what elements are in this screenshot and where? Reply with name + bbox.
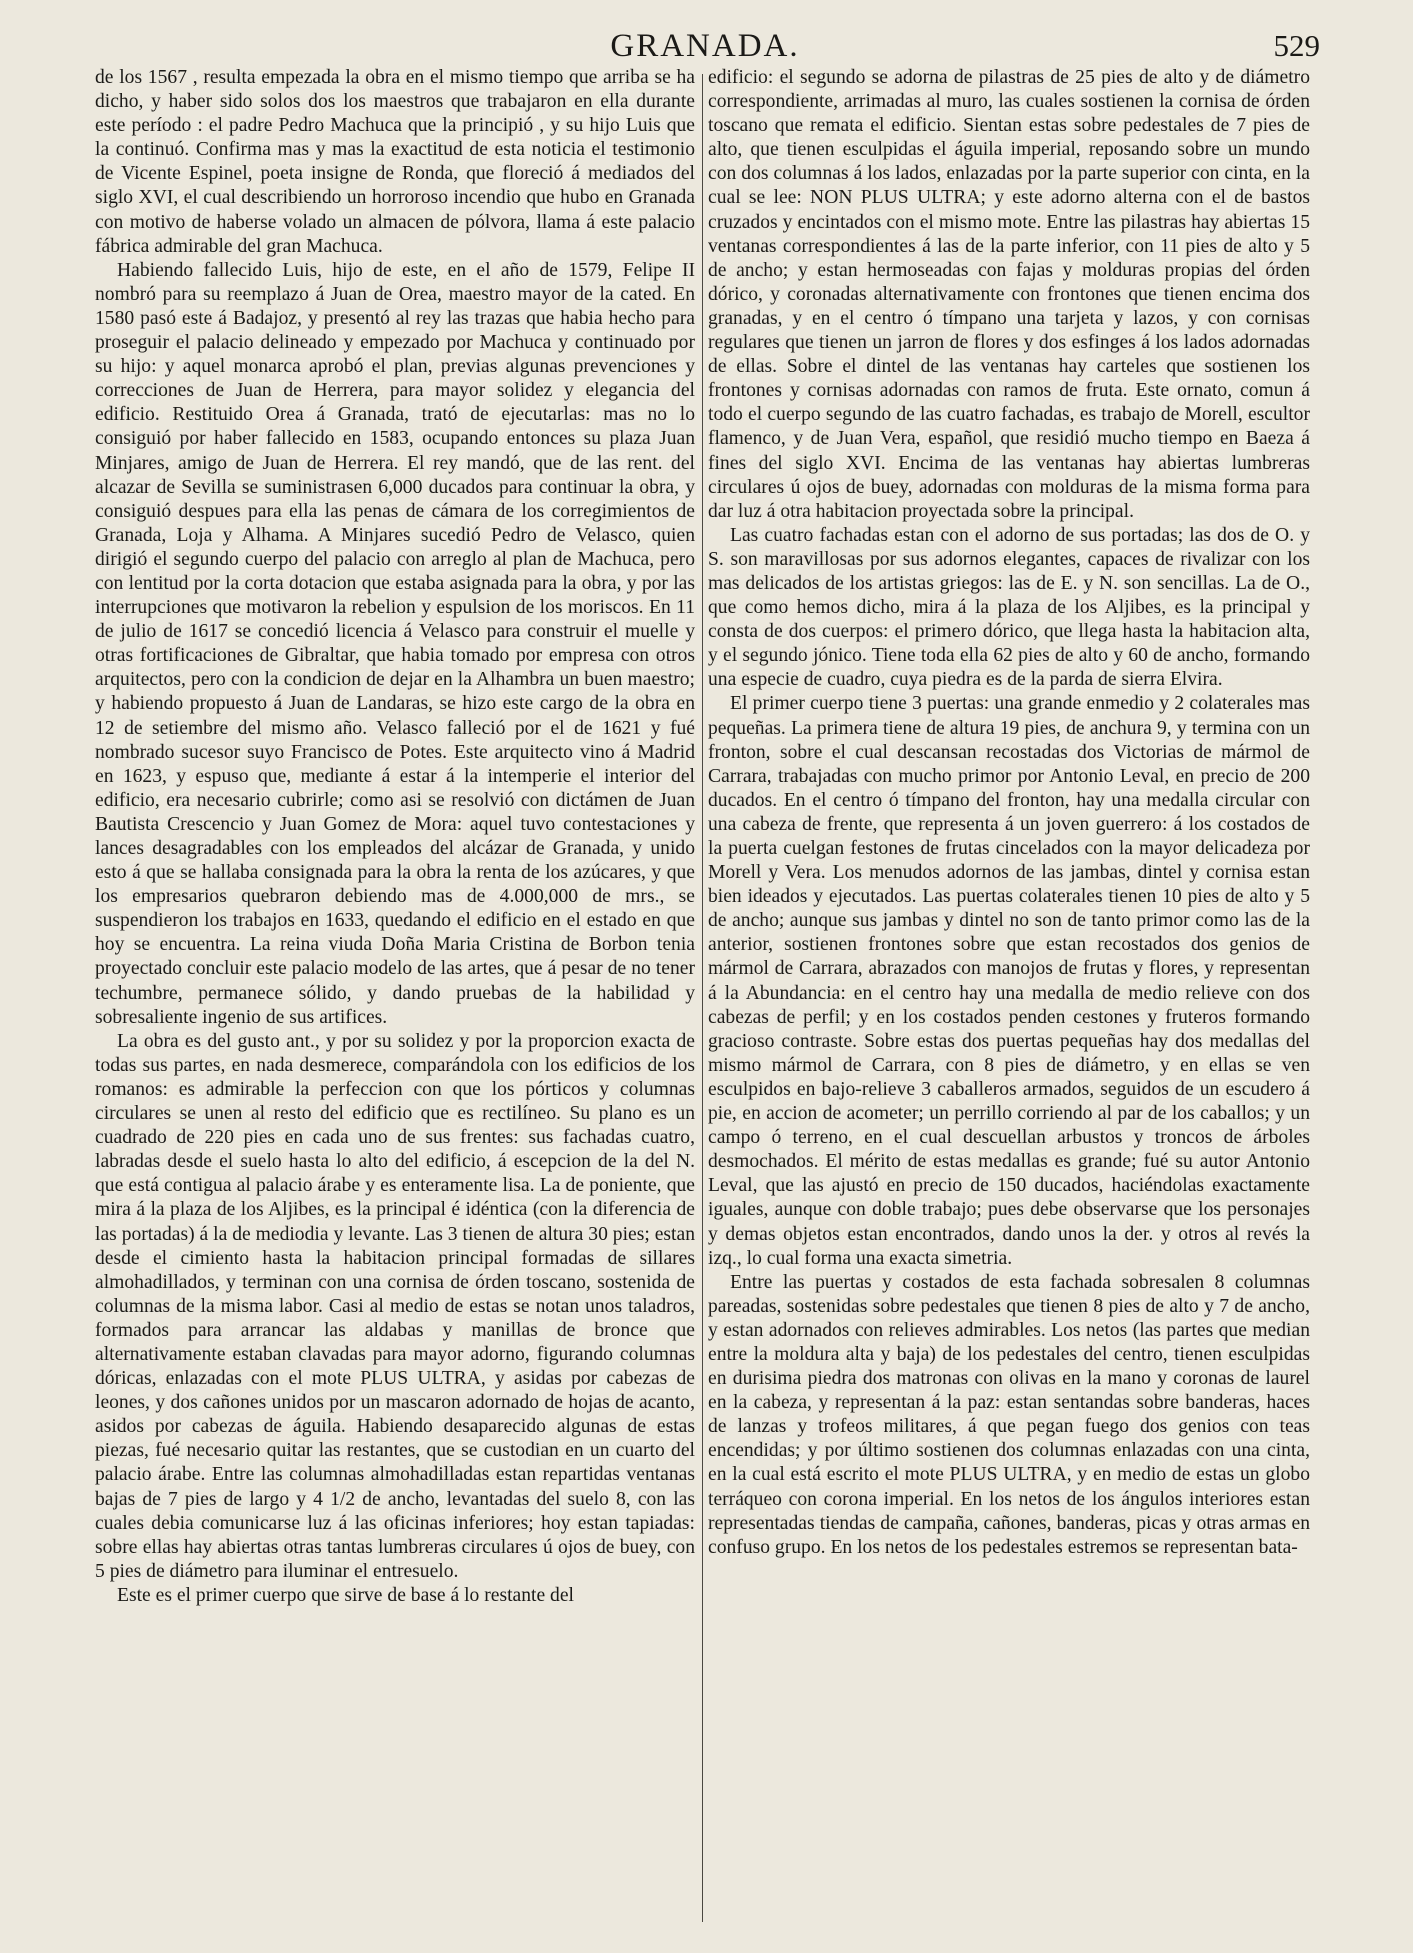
paragraph: Entre las puertas y costados de esta fachada sobresalen 8 columnas pareadas, sostenidas sobre pedestales que tienen 8 pies de alto y 7 de ancho, y estan adornados con relieves admirables. Los netos (las partes que median entre la moldura alta y baja) de los pedestales del centro, tienen esculpidas en durisima piedra dos matronas con olivas en la mano y coronas de laurel en la cabeza, y representan á la paz: estan sentandas sobre banderas, haces de lanzas y trofeos militares, á que pegan fuego dos genios con teas encendidas; y por último sostienen dos columnas enlazadas con una cinta, en la cual está escrito el mote PLUS ULTRA, y en medio de estas un globo terráqueo con corona imperial. En los netos de los ángulos interiores estan representadas tiendas de campaña, cañones, banderas, picas y otras armas en confuso grupo. En los netos de los pedestales estremos se representan bata- (708, 1271, 1310, 1558)
column-divider (702, 74, 703, 1922)
paragraph: Las cuatro fachadas estan con el adorno de sus portadas; las dos de O. y S. son maravillosas por sus adornos elegantes, capaces de rivalizar con los mas delicados de los artistas griegos: las de E. y N. son sencillas. La de O., que como hemos dicho, mira á la plaza de los Aljibes, es la principal y consta de dos cuerpos: el primero dórico, que llega hasta la habitacion alta, y el segundo jónico. Tiene toda ella 62 pies de alto y 60 de ancho, formando una especie de cuadro, cuya piedra es de la parda de sierra Elvira. (708, 524, 1310, 691)
page-number: 529 (1273, 28, 1320, 63)
running-title: GRANADA. (610, 28, 800, 64)
paragraph: Habiendo fallecido Luis, hijo de este, en el año de 1579, Felipe II nombró para su reemplazo á Juan de Orea, maestro mayor de la cated. En 1580 pasó este á Badajoz, y presentó al rey las trazas que habia hecho para proseguir el palacio delineado y empezado por Machuca y continuado por su hijo: y aquel monarca aprobó el plan, previas algunas prevenciones y correcciones de Juan de Herrera, para mayor solidez y elegancia del edificio. Restituido Orea á Granada, trató de ejecutarlas: mas no lo consiguió por haber fallecido en 1583, ocupando entonces su plaza Juan Minjares, amigo de Juan de Herrera. El rey mandó, que de las rent. del alcazar de Sevilla se suministrasen 6,000 ducados para continuar la obra, y consiguió despues para ella las penas de cámara de los corregimientos de Granada, Loja y Alhama. A Minjares sucedió Pedro de Velasco, quien dirigió el segundo cuerpo del palacio con arreglo al plan de Machuca, pero con lentitud por la corta dotacion que estaba asignada para la obra, y por las interrupciones que motivaron la rebelion y espulsion de los moriscos. En 11 de julio de 1617 se concedió licencia á Velasco para construir el muelle y otras fortificaciones de Gibraltar, que habia tomado por empresa con otros arquitectos, pero con la condicion de dejar en la Alhambra un buen maestro; y habiendo propuesto á Juan de Landaras, se hizo este cargo de la obra en 12 de setiembre del mismo año. Velasco falleció por el de 1621 y fué nombrado sucesor suyo Francisco de Potes. Este arquitecto vino á Madrid en 1623, y espuso que, mediante á estar á la intemperie el interior del edificio, era necesario cubrirle; como asi se resolvió con dictámen de Juan Bautista Crescencio y Juan Gomez de Mora: aquel tuvo contestaciones y lances desagradables con los empleados del alcázar de Granada, y unido esto á que se hallaba consignada para la obra la renta de los azúcares, y que los empresarios quebraron debiendo mas de 4.000,000 de mrs., se suspendieron los trabajos en 1633, quedando el edificio en el estado en que hoy se encuentra. La reina viuda Doña Maria Cristina de Borbon tenia proyectado concluir este palacio modelo de las artes, que á pesar de no tener techumbre, permanece sólido, y dando pruebas de la habilidad y sobresaliente ingenio de sus artifices. (95, 259, 695, 1028)
left-column (95, 66, 695, 1926)
paragraph: El primer cuerpo tiene 3 puertas: una grande enmedio y 2 colaterales mas pequeñas. La primera tiene de altura 19 pies, de anchura 9, y termina con un fronton, sobre el cual descansan recostadas dos Victorias de mármol de Carrara, trabajadas con mucho primor por Antonio Leval, en precio de 200 ducados. En el centro ó tímpano del fronton, hay una medalla circular con una cabeza de frente, que representa á un joven guerrero: á los costados de la puerta cuelgan festones de frutas cincelados con la mayor delicadeza por Morell y Vera. Los menudos adornos de las jambas, dintel y cornisa estan bien ideados y ejecutados. Las puertas colaterales tienen 10 pies de alto y 5 de ancho; aunque sus jambas y dintel no son de tanto primor como las de la anterior, sostienen frontones sobre que estan recostados dos genios de mármol de Carrara, abrazados con manojos de frutas y flores, y representan á la Abundancia: en el centro hay una medalla de medio relieve con dos cabezas de perfil; y en los costados penden cestones y fruteros formando gracioso contraste. Sobre estas dos puertas pequeñas hay dos medallas del mismo mármol de Carrara, con 8 pies de diámetro, y en ellas se ven esculpidos en bajo-relieve 3 caballeros armados, seguidos de un escudero á pie, en accion de acometer; un perrillo corriendo al par de los caballos; y un campo ó terreno, en el cual descuellan arbustos y troncos de árboles desmochados. El mérito de estas medallas es grande; fué su autor Antonio Leval, que las ajustó en precio de 150 ducados, haciéndolas exactamente iguales, aunque con doble trabajo; pues debe observarse que los personajes y demas objetos estan encontrados, dando unos la der. y otros al revés la izq., lo cual forma una exacta simetria. (708, 693, 1310, 1269)
right-column (708, 66, 1310, 1926)
paragraph: La obra es del gusto ant., y por su solidez y por la proporcion exacta de todas sus partes, en nada desmerece, comparándola con los edificios de los romanos: es admirable la perfeccion con que los pórticos y columnas circulares se unen al resto del edificio que es rectilíneo. Su plano es un cuadrado de 220 pies en cada uno de sus frentes: sus fachadas cuatro, labradas desde el suelo hasta lo alto del edificio, á escepcion de la del N. que está contigua al palacio árabe y es enteramente lisa. La de poniente, que mira á la plaza de los Aljibes, es la principal é idéntica (con la diferencia de las portadas) á la de mediodia y levante. Las 3 tienen de altura 30 pies; estan desde el cimiento hasta la habitacion principal formadas de sillares almohadillados, y terminan con una cornisa de órden toscano, sostenida de columnas de la misma labor. Casi al medio de estas se notan unos taladros, formados para arrancar las aldabas y manillas de bronce que alternativamente estaban clavadas para mayor adorno, figurando columnas dóricas, enlazadas con el mote PLUS ULTRA, y asidas por cabezas de leones, y dos cañones unidos por un mascaron adornado de hojas de acanto, asidos por cabezas de águila. Habiendo desaparecido algunas de estas piezas, fué necesario quitar las restantes, que se custodian en un cuarto del palacio árabe. Entre las columnas almohadilladas estan repartidas ventanas bajas de 7 pies de largo y 4 1/2 de ancho, levantadas del suelo 8, con las cuales debia comunicarse luz á las oficinas inferiores; hoy estan tapiadas: sobre ellas hay abiertas otras tantas lumbreras circulares ú ojos de buey, con 5 pies de diámetro para iluminar el entresuelo. (95, 1030, 695, 1582)
paragraph: Este es el primer cuerpo que sirve de base á lo restante del (117, 1584, 574, 1606)
paragraph: de los 1567 , resulta empezada la obra en el mismo tiempo que arriba se ha dicho, y haber sido solos dos los maestros que trabajaron en ella durante este período : el padre Pedro Machuca que la principió , y su hijo Luis que la continuó. Confirma mas y mas la exactitud de esta noticia el testimonio de Vicente Espinel, poeta insigne de Ronda, que floreció á mediados del siglo XVI, el cual describiendo un horroroso incendio que hubo en Granada con motivo de haberse volado un almacen de pólvora, llama á este palacio fábrica admirable del gran Machuca. (95, 67, 695, 257)
paragraph: edificio: el segundo se adorna de pilastras de 25 pies de alto y de diámetro correspondiente, arrimadas al muro, las cuales sostienen la cornisa de órden toscano que remata el edificio. Sientan estas sobre pedestales de 7 pies de alto, que tienen esculpidas el águila imperial, reposando sobre un mundo con dos columnas á los lados, enlazadas por la parte superior con cinta, en la cual se lee: NON PLUS ULTRA; y este adorno alterna con el de bastos cruzados y encintados con el mismo mote. Entre las pilastras hay abiertas 15 ventanas correspondientes á las de la parte inferior, con 11 pies de alto y 5 de ancho; y estan hermoseadas con fajas y molduras propias del órden dórico, y coronadas alternativamente con frontones que tienen encima dos granadas, y en el centro ó tímpano una tarjeta y lazos, y con cornisas regulares que tienen un jarron de flores y dos esfinges á los lados adornadas de ellas. Sobre el dintel de las ventanas hay carteles que sostienen los frontones y cornisas adornadas con ramos de fruta. Este ornato, comun á todo el cuerpo segundo de las cuatro fachadas, es trabajo de Morell, escultor flamenco, y de Juan Vera, español, que residió mucho tiempo en Baeza á fines del siglo XVI. Encima de las ventanas hay abiertas lumbreras circulares ú ojos de buey, adornadas con molduras de la misma forma para dar luz á otra habitacion proyectada sobre la principal. (708, 67, 1310, 522)
